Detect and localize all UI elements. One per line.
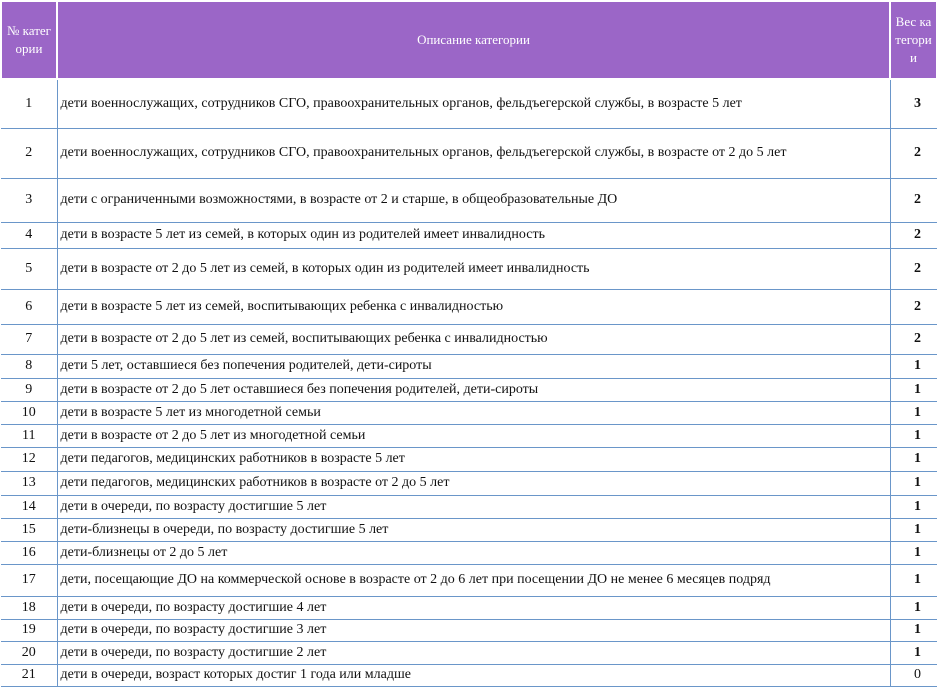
table-header-row <box>1 1 937 79</box>
category-number: 21 <box>1 664 57 686</box>
category-number: 10 <box>1 401 57 424</box>
category-description: дети в возрасте 5 лет из многодетной семьи <box>57 401 890 424</box>
category-weight: 1 <box>890 471 937 495</box>
category-number: 5 <box>1 248 57 289</box>
category-description: дети в возрасте от 2 до 5 лет оставшиеся без попечения родителей, дети-сироты <box>57 378 890 401</box>
category-number: 8 <box>1 354 57 378</box>
category-number: 2 <box>1 128 57 178</box>
table-row <box>1 248 937 289</box>
category-description: дети-близнецы в очереди, по возрасту достигшие 5 лет <box>57 518 890 541</box>
category-description: дети в очереди, по возрасту достигшие 4 лет <box>57 596 890 619</box>
category-weight: 2 <box>890 248 937 289</box>
category-description: дети педагогов, медицинских работников в возрасте 5 лет <box>57 447 890 471</box>
category-weight: 3 <box>890 79 937 128</box>
category-description: дети, посещающие ДО на коммерческой основе в возрасте от 2 до 6 лет при посещении ДО не менее 6 месяцев подряд <box>57 564 890 596</box>
category-description: дети военнослужащих, сотрудников СГО, правоохранительных органов, фельдъегерской службы, в возрасте 5 лет <box>57 79 890 128</box>
category-number: 14 <box>1 495 57 518</box>
category-description: дети в очереди, по возрасту достигшие 5 лет <box>57 495 890 518</box>
table-row <box>1 596 937 619</box>
table-row <box>1 518 937 541</box>
header-category-number: № категории <box>1 1 57 79</box>
category-weight: 2 <box>890 289 937 324</box>
category-number: 7 <box>1 324 57 354</box>
category-weight: 2 <box>890 222 937 248</box>
table-row <box>1 178 937 222</box>
category-number: 17 <box>1 564 57 596</box>
table-row <box>1 495 937 518</box>
category-number: 4 <box>1 222 57 248</box>
category-number: 15 <box>1 518 57 541</box>
category-weight: 1 <box>890 596 937 619</box>
category-weight: 1 <box>890 401 937 424</box>
category-number: 1 <box>1 79 57 128</box>
category-number: 19 <box>1 619 57 641</box>
category-weight: 2 <box>890 324 937 354</box>
category-number: 3 <box>1 178 57 222</box>
header-category-weight: Вес категории <box>890 1 937 79</box>
category-weight: 1 <box>890 378 937 401</box>
category-description: дети в возрасте от 2 до 5 лет из семей, в которых один из родителей имеет инвалидность <box>57 248 890 289</box>
category-description: дети в очереди, возраст которых достиг 1 года или младше <box>57 664 890 686</box>
category-number: 6 <box>1 289 57 324</box>
category-description: дети в возрасте 5 лет из семей, в которых один из родителей имеет инвалидность <box>57 222 890 248</box>
category-number: 11 <box>1 424 57 447</box>
table-row <box>1 128 937 178</box>
category-weight: 1 <box>890 354 937 378</box>
category-weight: 1 <box>890 447 937 471</box>
category-weight: 0 <box>890 664 937 686</box>
table-row <box>1 471 937 495</box>
category-number: 18 <box>1 596 57 619</box>
category-description: дети в возрасте от 2 до 5 лет из семей, воспитывающих ребенка с инвалидностью <box>57 324 890 354</box>
category-weight: 1 <box>890 564 937 596</box>
table-row <box>1 541 937 564</box>
category-description: дети педагогов, медицинских работников в возрасте от 2 до 5 лет <box>57 471 890 495</box>
category-description: дети в возрасте 5 лет из семей, воспитывающих ребенка с инвалидностью <box>57 289 890 324</box>
table-row <box>1 289 937 324</box>
category-weight: 1 <box>890 619 937 641</box>
category-number: 16 <box>1 541 57 564</box>
category-number: 13 <box>1 471 57 495</box>
category-number: 12 <box>1 447 57 471</box>
category-description: дети в очереди, по возрасту достигшие 3 лет <box>57 619 890 641</box>
table-row <box>1 619 937 641</box>
table-row <box>1 354 937 378</box>
table-row <box>1 447 937 471</box>
category-description: дети 5 лет, оставшиеся без попечения родителей, дети-сироты <box>57 354 890 378</box>
table-row <box>1 664 937 686</box>
category-description: дети военнослужащих, сотрудников СГО, правоохранительных органов, фельдъегерской службы, в возрасте от 2 до 5 лет <box>57 128 890 178</box>
table-row <box>1 378 937 401</box>
table-row <box>1 222 937 248</box>
category-weight: 2 <box>890 128 937 178</box>
table-row <box>1 324 937 354</box>
category-weight: 2 <box>890 178 937 222</box>
table-row <box>1 401 937 424</box>
table-row <box>1 424 937 447</box>
table-row <box>1 564 937 596</box>
category-description: дети-близнецы от 2 до 5 лет <box>57 541 890 564</box>
table-row <box>1 79 937 128</box>
category-weight: 1 <box>890 518 937 541</box>
header-category-description: Описание категории <box>57 1 890 79</box>
category-weight: 1 <box>890 641 937 664</box>
category-weight: 1 <box>890 495 937 518</box>
category-weight: 1 <box>890 424 937 447</box>
category-number: 20 <box>1 641 57 664</box>
category-weight: 1 <box>890 541 937 564</box>
category-description: дети в возрасте от 2 до 5 лет из многодетной семьи <box>57 424 890 447</box>
category-description: дети в очереди, по возрасту достигшие 2 лет <box>57 641 890 664</box>
table-row <box>1 641 937 664</box>
category-number: 9 <box>1 378 57 401</box>
category-description: дети с ограниченными возможностями, в возрасте от 2 и старше, в общеобразовательные ДО <box>57 178 890 222</box>
